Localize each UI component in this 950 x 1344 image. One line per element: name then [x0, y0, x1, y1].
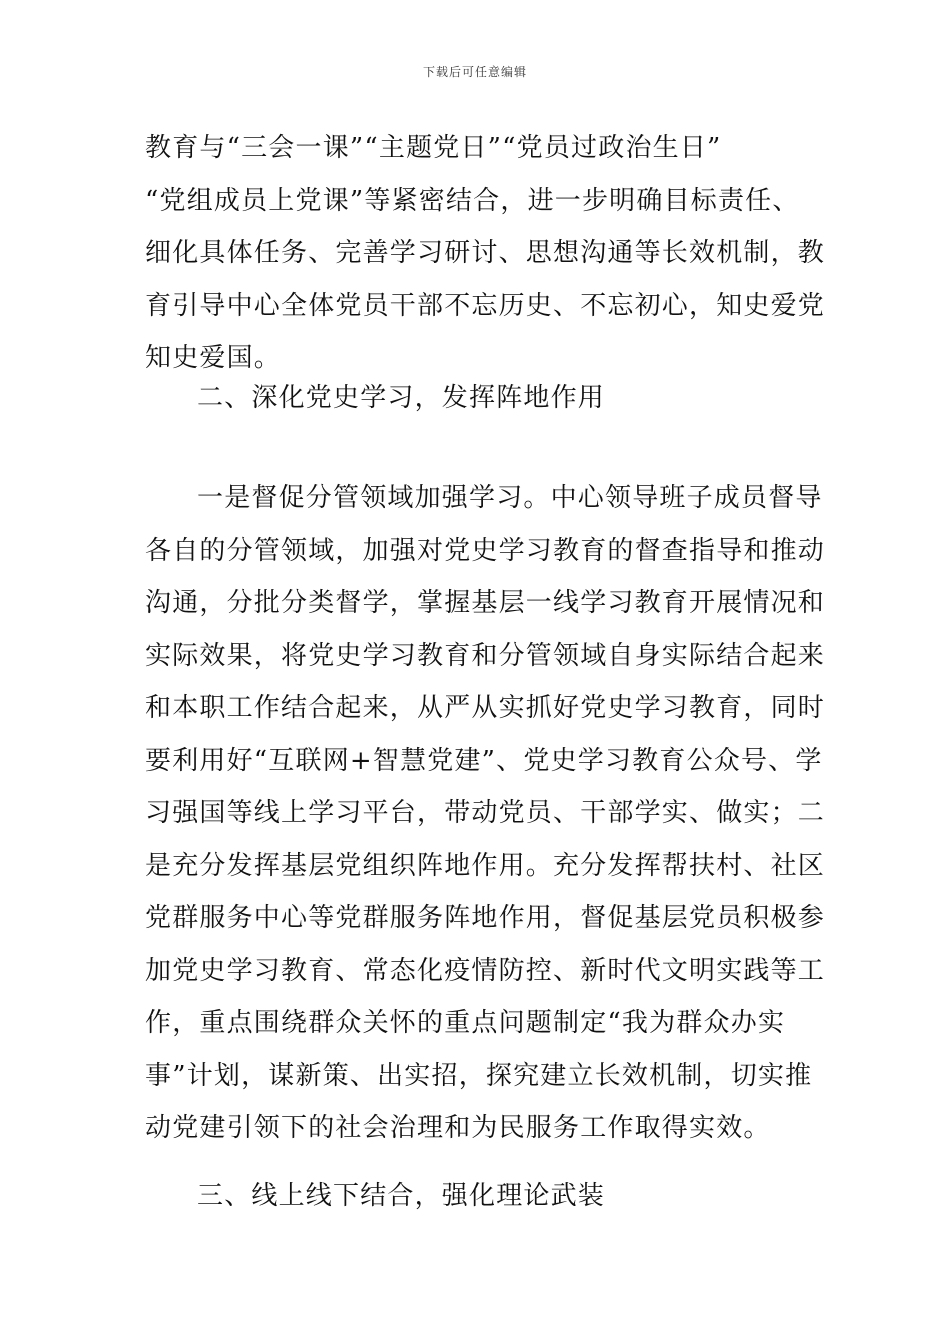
paragraph-line: 是充分发挥基层党组织阵地作用。充分发挥帮扶村、社区: [145, 850, 826, 881]
paragraph-section-2: [145, 472, 826, 1155]
paragraph-line: 教育与“三会一课”“主题党日”“党员过政治生日”: [145, 133, 722, 163]
paragraph-line: 知史爱国。: [145, 343, 282, 373]
section-heading-2: 二、深化党史学习，发挥阵地作用: [197, 383, 606, 413]
paragraph-line: 事”计划，谋新策、出实招，探究建立长效机制，切实推: [145, 1060, 813, 1091]
paragraph-line: 加党史学习教育、常态化疫情防控、新时代文明实践等工: [145, 955, 826, 986]
paragraph-line: 作，重点围绕群众关怀的重点问题制定“我为群众办实: [145, 1008, 786, 1038]
paragraph-line: 育引导中心全体党员干部不忘历史、不忘初心，知史爱党: [145, 290, 826, 321]
paragraph-line: 要利用好“互联网+智慧党建”、党史学习教育公众号、学: [145, 745, 823, 776]
paragraph-line: 细化具体任务、完善学习研讨、思想沟通等长效机制，教: [145, 238, 826, 268]
paragraph-continuation: [145, 122, 826, 385]
page-header: 下载后可任意编辑: [422, 65, 527, 79]
paragraph-line: “党组成员上党课”等紧密结合，进一步明确目标责任、: [145, 185, 800, 216]
paragraph-line: 一是督促分管领域加强学习。中心领导班子成员督导: [197, 483, 823, 513]
paragraph-line: 动党建引领下的社会治理和为民服务工作取得实效。: [145, 1113, 771, 1143]
paragraph-line: 和本职工作结合起来，从严从实抓好党史学习教育，同时: [145, 693, 826, 723]
paragraph-line: 各自的分管领域，加强对党史学习教育的督查指导和推动: [145, 535, 826, 566]
paragraph-line: 沟通，分批分类督学，掌握基层一线学习教育开展情况和: [145, 588, 826, 618]
section-heading-3: 三、线上线下结合，强化理论武装: [197, 1181, 606, 1211]
paragraph-line: 党群服务中心等党群服务阵地作用，督促基层党员积极参: [145, 903, 826, 933]
paragraph-line: 实际效果，将党史学习教育和分管领域自身实际结合起来: [145, 640, 826, 671]
paragraph-line: 习强国等线上学习平台，带动党员、干部学实、做实；二: [145, 798, 826, 828]
